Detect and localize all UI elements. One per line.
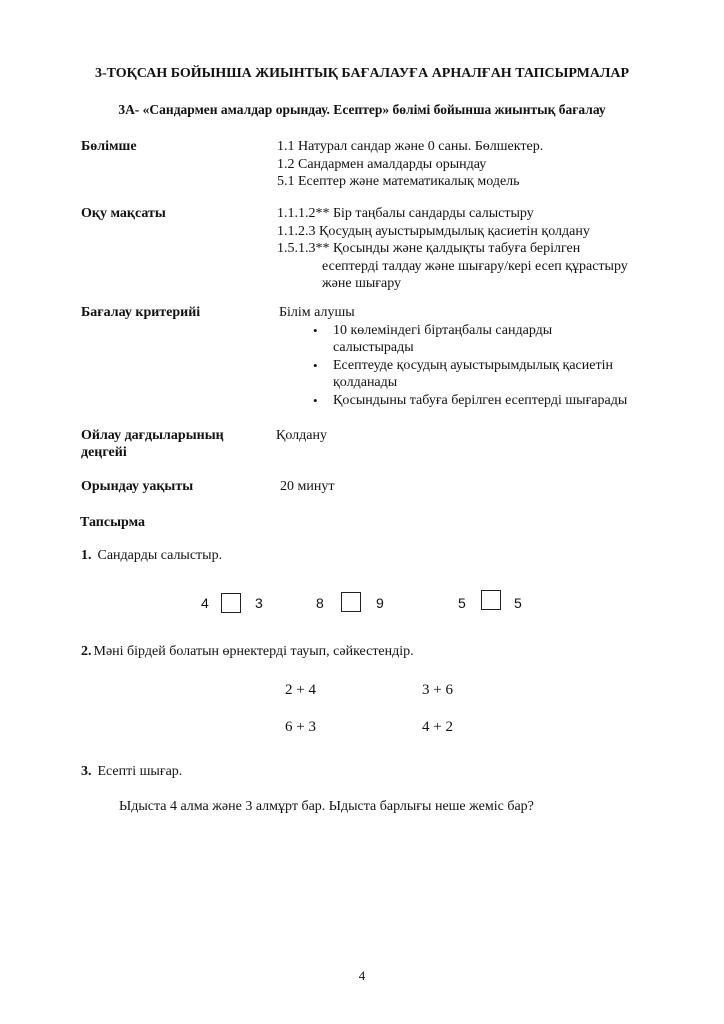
comparison-answer-box[interactable] — [481, 590, 501, 610]
task-3-number: 3. — [81, 764, 92, 779]
skills-label — [81, 427, 224, 461]
goal-value — [277, 205, 628, 293]
compare-left-number: 8 — [316, 595, 324, 611]
skills-label-line: Ойлау дағдыларының — [81, 428, 224, 443]
task-3-problem: Ыдыста 4 алма және 3 алмұрт бар. Ыдыста барлығы неше жеміс бар? — [119, 799, 534, 814]
time-value: 20 минут — [280, 479, 335, 494]
goal-line: 1.1.1.2** Бір таңбалы сандарды салыстыру — [277, 206, 534, 221]
skills-value: Қолдану — [276, 428, 327, 443]
criteria-value — [279, 304, 627, 409]
expression-right: 3 + 6 — [422, 682, 453, 698]
page-number: 4 — [358, 968, 366, 983]
section-line: 1.2 Сандармен амалдарды орындау — [277, 156, 487, 172]
task-1-number: 1. — [81, 548, 92, 563]
section-value — [277, 138, 543, 191]
compare-left-number: 5 — [458, 595, 466, 611]
criteria-item-line: • 10 көлеміндегі біртаңбалы сандарды — [333, 322, 553, 338]
criteria-item — [279, 322, 627, 357]
expression-right: 4 + 2 — [422, 719, 453, 735]
document-title: 3-ТОҚСАН БОЙЫНША ЖИЫНТЫҚ БАҒАЛАУҒА АРНАЛҒАН ТАПСЫРМАЛАР — [94, 66, 630, 81]
compare-left-number: 4 — [201, 595, 209, 611]
criteria-item-line: қолданады — [333, 375, 398, 390]
task-2-text: Мәні бірдей болатын өрнектерді тауып, сәйкестендір. — [93, 644, 414, 659]
goal-line: және шығару — [322, 276, 402, 291]
comparison-answer-box[interactable] — [341, 592, 361, 612]
criteria-item — [279, 392, 627, 410]
criteria-label: Бағалау критерийі — [81, 305, 201, 320]
task-1-prompt — [81, 548, 222, 564]
expression-left: 2 + 4 — [285, 682, 316, 698]
section-label: Бөлімше — [81, 139, 137, 154]
criteria-item-line: • Қосындыны табуға берілген есептерді шығарады — [333, 392, 628, 408]
task-3-text: Есепті шығар. — [97, 764, 183, 779]
comparison-answer-box[interactable] — [221, 593, 241, 613]
time-label: Орындау уақыты — [81, 479, 194, 494]
criteria-item-line: • Есептеуде қосудың ауыстырымдылық қасиетін — [333, 357, 613, 373]
section-line: 5.1 Есептер және математикалық модель — [277, 174, 520, 189]
tasks-heading: Тапсырма — [80, 515, 146, 530]
compare-right-number: 9 — [376, 595, 384, 611]
task-2-number: 2. — [81, 644, 92, 659]
criteria-item — [279, 357, 627, 392]
goal-line: есептерді талдау және шығару/кері есеп құрастыру — [322, 258, 628, 274]
goal-line: 1.1.2.3 Қосудың ауыстырымдылық қасиетін қолдану — [277, 223, 590, 239]
expression-left: 6 + 3 — [285, 719, 316, 735]
skills-label-line: деңгейі — [81, 445, 127, 460]
task-3-prompt — [81, 764, 182, 780]
criteria-intro: Білім алушы — [279, 305, 355, 320]
goal-label: Оқу мақсаты — [81, 206, 166, 221]
section-line: 1.1 Натурал сандар және 0 саны. Бөлшектер. — [277, 139, 544, 154]
task-1-text: Сандарды салыстыр. — [97, 548, 223, 563]
task-2-prompt — [81, 644, 414, 660]
compare-right-number: 5 — [514, 595, 522, 611]
criteria-item-line: салыстырады — [333, 340, 414, 355]
document-subtitle: 3А- «Сандармен амалдар орындау. Есептер» бөлімі бойынша жиынтық бағалау — [118, 102, 606, 117]
compare-right-number: 3 — [255, 595, 263, 611]
criteria-list — [279, 322, 627, 410]
goal-line: 1.5.1.3** Қосынды және қалдықты табуға берілген — [277, 241, 581, 256]
